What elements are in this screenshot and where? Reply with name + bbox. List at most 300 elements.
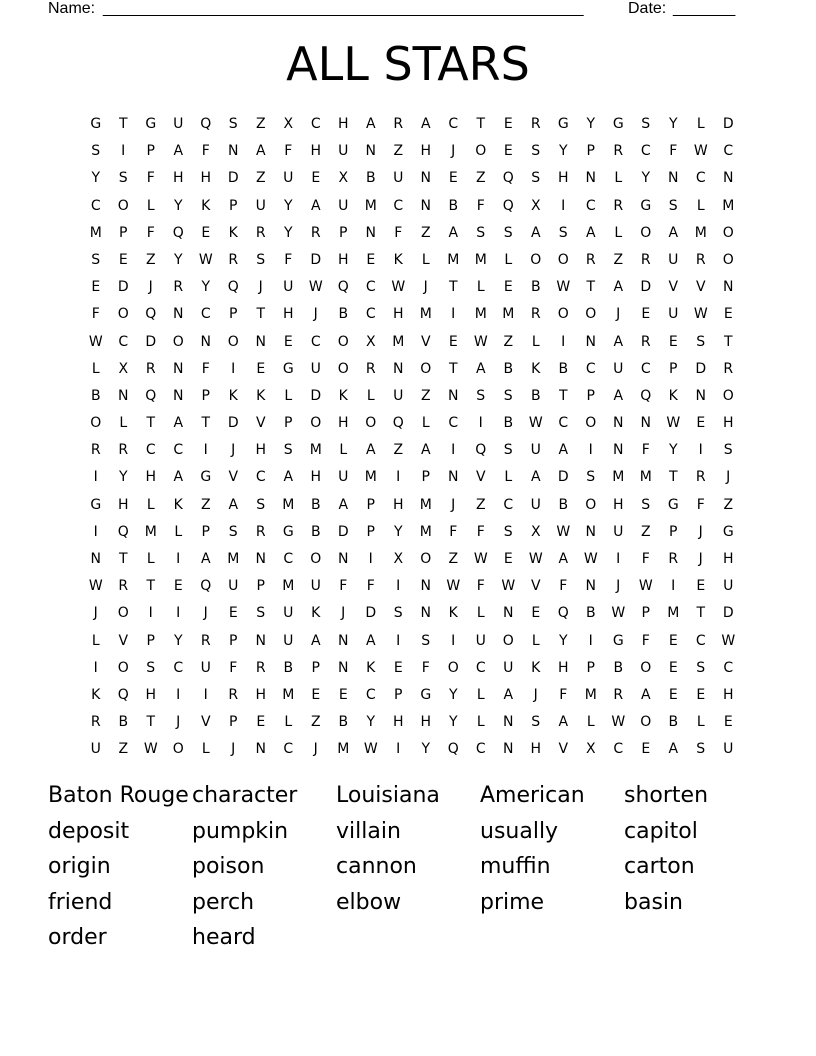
grid-letter: A xyxy=(228,496,239,513)
word-bank-item: capitol xyxy=(624,818,698,844)
grid-letter: V xyxy=(200,714,211,731)
grid-letter: F xyxy=(449,523,458,540)
grid-letter: R xyxy=(118,442,129,459)
grid-letter: N xyxy=(613,442,624,459)
grid-letter: I xyxy=(451,306,456,323)
grid-letter: M xyxy=(309,442,322,459)
grid-letter: T xyxy=(476,116,486,132)
grid-letter: O xyxy=(420,551,432,567)
grid-letter: S xyxy=(696,741,706,758)
grid-letter: X xyxy=(393,551,404,567)
grid-letter: O xyxy=(722,224,734,241)
grid-letter: Y xyxy=(283,197,293,214)
grid-letter: B xyxy=(668,714,679,731)
grid-letter: I xyxy=(176,551,181,567)
grid-letter: P xyxy=(201,387,210,404)
grid-letter: A xyxy=(558,551,569,567)
grid-letter: Y xyxy=(366,714,376,731)
grid-letter: B xyxy=(530,387,541,404)
grid-letter: M xyxy=(364,469,377,486)
grid-letter: M xyxy=(722,197,735,214)
grid-letter: F xyxy=(559,578,568,595)
grid-letter: K xyxy=(256,387,266,404)
grid-letter: T xyxy=(256,306,266,323)
grid-letter: R xyxy=(723,360,734,377)
grid-letter: L xyxy=(119,415,128,432)
grid-letter: B xyxy=(338,306,349,323)
grid-letter: H xyxy=(392,714,404,731)
grid-letter: L xyxy=(421,251,430,268)
grid-letter: P xyxy=(146,143,155,160)
grid-letter: W xyxy=(473,333,488,350)
grid-letter: W xyxy=(501,578,516,595)
grid-letter: K xyxy=(201,197,211,214)
grid-letter: R xyxy=(613,143,624,160)
grid-letter: W xyxy=(446,578,461,595)
grid-row xyxy=(82,437,742,464)
grid-letter: Y xyxy=(283,224,293,241)
word-bank-item: basin xyxy=(624,889,683,915)
grid-letter: S xyxy=(476,387,486,404)
grid-letter: N xyxy=(723,170,734,187)
word-bank-item: order xyxy=(48,925,107,951)
grid-letter: W xyxy=(666,415,681,432)
grid-letter: C xyxy=(640,143,651,160)
grid-letter: M xyxy=(364,197,377,214)
grid-letter: P xyxy=(229,197,238,214)
grid-row xyxy=(82,220,742,247)
grid-letter: S xyxy=(696,333,706,350)
grid-letter: C xyxy=(365,686,376,703)
grid-letter: M xyxy=(612,469,625,486)
grid-letter: T xyxy=(146,714,156,731)
grid-letter: N xyxy=(503,714,514,731)
grid-letter: Y xyxy=(586,116,596,132)
grid-letter: E xyxy=(696,415,706,432)
grid-letter: U xyxy=(173,116,184,132)
grid-letter: H xyxy=(310,469,322,486)
grid-letter: S xyxy=(256,496,266,513)
grid-letter: B xyxy=(310,523,321,540)
word-bank-item: heard xyxy=(192,925,256,951)
grid-letter: R xyxy=(90,442,101,459)
grid-letter: S xyxy=(118,170,128,187)
grid-letter: U xyxy=(475,632,486,649)
grid-letter: A xyxy=(558,714,569,731)
grid-letter: R xyxy=(228,251,239,268)
grid-letter: D xyxy=(722,605,734,622)
grid-letter: I xyxy=(588,442,593,459)
grid-letter: E xyxy=(641,306,651,323)
grid-letter: F xyxy=(201,360,210,377)
word-bank-item: poison xyxy=(192,854,265,880)
grid-letter: B xyxy=(503,415,514,432)
grid-letter: A xyxy=(200,551,211,567)
grid-letter: N xyxy=(448,387,459,404)
grid-letter: C xyxy=(475,659,486,676)
grid-letter: L xyxy=(531,632,540,649)
grid-letter: M xyxy=(419,306,432,323)
grid-letter: E xyxy=(283,333,293,350)
grid-letter: M xyxy=(227,551,240,567)
grid-letter: Q xyxy=(172,224,184,241)
word-bank-item: pumpkin xyxy=(192,818,289,844)
grid-letter: Z xyxy=(613,251,624,268)
grid-letter: S xyxy=(503,523,513,540)
grid-letter: E xyxy=(503,143,513,160)
grid-letter: Q xyxy=(392,415,404,432)
grid-letter: U xyxy=(393,170,404,187)
grid-letter: S xyxy=(283,442,293,459)
grid-letter: N xyxy=(613,415,624,432)
grid-letter: C xyxy=(310,116,321,132)
grid-letter: F xyxy=(421,659,430,676)
grid-letter: Q xyxy=(502,197,514,214)
grid-letter: H xyxy=(420,143,432,160)
grid-letter: M xyxy=(419,496,432,513)
grid-letter: Y xyxy=(668,116,678,132)
grid-letter: I xyxy=(588,632,593,649)
grid-row xyxy=(82,193,742,220)
grid-letter: C xyxy=(173,442,184,459)
grid-letter: E xyxy=(641,741,651,758)
grid-letter: K xyxy=(531,659,541,676)
grid-row xyxy=(82,709,742,736)
grid-letter: U xyxy=(310,360,321,377)
grid-letter: N xyxy=(585,578,596,595)
grid-letter: Q xyxy=(447,741,459,758)
grid-letter: S xyxy=(503,224,513,241)
grid-row xyxy=(82,274,742,301)
grid-letter: T xyxy=(586,279,596,296)
grid-letter: P xyxy=(586,143,595,160)
grid-letter: I xyxy=(203,686,208,703)
grid-letter: R xyxy=(118,578,129,595)
grid-letter: L xyxy=(146,496,155,513)
grid-letter: A xyxy=(173,469,184,486)
grid-letter: A xyxy=(503,686,514,703)
grid-letter: W xyxy=(556,523,571,540)
grid-letter: W xyxy=(611,714,626,731)
grid-letter: C xyxy=(310,333,321,350)
grid-letter: N xyxy=(420,197,431,214)
grid-letter: N xyxy=(585,170,596,187)
word-bank-item: origin xyxy=(48,854,111,880)
grid-letter: S xyxy=(531,714,541,731)
word-bank-item: villain xyxy=(336,818,401,844)
grid-letter: Y xyxy=(668,442,678,459)
grid-letter: Y xyxy=(173,251,183,268)
grid-letter: R xyxy=(640,251,651,268)
grid-letter: N xyxy=(503,605,514,622)
grid-letter: L xyxy=(91,360,100,377)
grid-letter: J xyxy=(726,469,731,486)
grid-letter: F xyxy=(476,523,485,540)
grid-letter: V xyxy=(118,632,129,649)
grid-letter: W xyxy=(391,279,406,296)
grid-letter: T xyxy=(146,578,156,595)
grid-letter: H xyxy=(722,686,734,703)
grid-letter: J xyxy=(93,605,98,622)
word-bank-item: carton xyxy=(624,854,695,880)
grid-letter: M xyxy=(419,523,432,540)
grid-letter: C xyxy=(503,496,514,513)
grid-letter: O xyxy=(227,333,239,350)
grid-letter: R xyxy=(173,279,184,296)
grid-letter: Q xyxy=(227,279,239,296)
grid-letter: U xyxy=(255,197,266,214)
grid-letter: A xyxy=(475,360,486,377)
grid-letter: K xyxy=(668,387,678,404)
grid-letter: U xyxy=(503,659,514,676)
word-bank-item: American xyxy=(480,783,585,808)
grid-letter: I xyxy=(231,360,236,377)
grid-letter: J xyxy=(616,578,621,595)
grid-letter: M xyxy=(392,333,405,350)
grid-letter: U xyxy=(283,605,294,622)
grid-letter: E xyxy=(448,333,458,350)
word-bank-item: character xyxy=(192,783,298,808)
grid-letter: Y xyxy=(448,686,458,703)
grid-letter: B xyxy=(310,496,321,513)
grid-letter: D xyxy=(337,523,349,540)
grid-letter: A xyxy=(173,415,184,432)
grid-letter: N xyxy=(228,143,239,160)
grid-letter: D xyxy=(227,415,239,432)
grid-letter: C xyxy=(283,551,294,567)
grid-letter: Z xyxy=(475,170,486,187)
grid-letter: J xyxy=(451,143,456,160)
grid-letter: U xyxy=(613,523,624,540)
grid-letter: H xyxy=(117,496,129,513)
word-bank-item: cannon xyxy=(336,854,417,880)
grid-letter: U xyxy=(338,143,349,160)
grid-letter: Y xyxy=(558,143,568,160)
grid-letter: Z xyxy=(200,496,211,513)
grid-letter: Z xyxy=(145,251,156,268)
grid-letter: R xyxy=(613,197,624,214)
grid-letter: L xyxy=(476,279,485,296)
grid-letter: N xyxy=(173,387,184,404)
grid-letter: Z xyxy=(255,116,266,132)
grid-letter: P xyxy=(229,632,238,649)
grid-letter: T xyxy=(448,279,458,296)
grid-letter: E xyxy=(723,714,733,731)
grid-row xyxy=(82,383,742,410)
grid-letter: E xyxy=(531,605,541,622)
grid-letter: O xyxy=(447,659,459,676)
grid-letter: A xyxy=(255,143,266,160)
grid-row xyxy=(82,682,742,709)
grid-letter: U xyxy=(90,741,101,758)
grid-letter: P xyxy=(366,496,375,513)
word-bank-item: prime xyxy=(480,889,545,915)
grid-letter: C xyxy=(145,442,156,459)
grid-letter: G xyxy=(612,116,624,132)
grid-letter: I xyxy=(368,551,373,567)
grid-letter: A xyxy=(613,387,624,404)
grid-letter: A xyxy=(365,632,376,649)
grid-letter: I xyxy=(121,143,126,160)
grid-row xyxy=(82,410,742,437)
grid-letter: L xyxy=(504,469,513,486)
grid-letter: H xyxy=(557,170,569,187)
grid-letter: C xyxy=(90,197,101,214)
grid-letter: M xyxy=(282,578,295,595)
grid-letter: L xyxy=(146,551,155,567)
grid-letter: E xyxy=(201,224,211,241)
grid-letter: I xyxy=(671,578,676,595)
grid-letter: G xyxy=(90,116,102,132)
grid-letter: O xyxy=(117,605,129,622)
grid-letter: S xyxy=(476,224,486,241)
grid-letter: H xyxy=(255,686,267,703)
grid-letter: S xyxy=(696,659,706,676)
grid-letter: E xyxy=(448,170,458,187)
grid-letter: P xyxy=(256,578,265,595)
word-bank-item: perch xyxy=(192,889,255,915)
grid-letter: V xyxy=(255,415,266,432)
grid-letter: B xyxy=(585,605,596,622)
grid-letter: C xyxy=(448,116,459,132)
grid-letter: N xyxy=(585,333,596,350)
name-label: Name: xyxy=(48,0,96,17)
grid-letter: O xyxy=(365,415,377,432)
grid-letter: F xyxy=(284,251,293,268)
grid-letter: R xyxy=(695,469,706,486)
grid-letter: X xyxy=(530,523,541,540)
grid-letter: H xyxy=(557,659,569,676)
grid-letter: D xyxy=(722,116,734,132)
grid-letter: L xyxy=(696,714,705,731)
grid-letter: O xyxy=(337,333,349,350)
grid-letter: I xyxy=(93,469,98,486)
grid-letter: E xyxy=(256,360,266,377)
grid-letter: N xyxy=(338,551,349,567)
grid-letter: N xyxy=(695,387,706,404)
grid-letter: A xyxy=(668,741,679,758)
grid-letter: P xyxy=(366,523,375,540)
grid-letter: J xyxy=(313,741,318,758)
grid-letter: W xyxy=(143,741,158,758)
grid-letter: H xyxy=(145,469,157,486)
grid-letter: C xyxy=(118,333,129,350)
grid-letter: R xyxy=(393,116,404,132)
grid-letter: D xyxy=(310,251,322,268)
grid-letter: O xyxy=(585,306,597,323)
grid-letter: S xyxy=(668,197,678,214)
grid-letter: L xyxy=(91,632,100,649)
grid-letter: I xyxy=(396,632,401,649)
grid-letter: L xyxy=(284,714,293,731)
grid-letter: N xyxy=(173,306,184,323)
grid-letter: L xyxy=(696,197,705,214)
grid-letter: J xyxy=(423,279,428,296)
word-bank-item: usually xyxy=(480,818,559,844)
word-bank-item: Louisiana xyxy=(336,783,440,808)
grid-letter: T xyxy=(201,415,211,432)
grid-row xyxy=(82,546,742,573)
word-bank-item: shorten xyxy=(624,783,709,808)
grid-letter: F xyxy=(476,578,485,595)
grid-letter: N xyxy=(365,224,376,241)
grid-letter: E xyxy=(503,551,513,567)
grid-letter: H xyxy=(722,551,734,567)
grid-letter: I xyxy=(396,741,401,758)
grid-letter: T xyxy=(118,551,128,567)
grid-letter: I xyxy=(148,605,153,622)
grid-letter: E xyxy=(256,714,266,731)
grid-letter: P xyxy=(311,659,320,676)
grid-letter: P xyxy=(586,659,595,676)
grid-letter: U xyxy=(283,279,294,296)
grid-letter: J xyxy=(341,605,346,622)
grid-letter: B xyxy=(365,170,376,187)
grid-row xyxy=(82,600,742,627)
grid-letter: H xyxy=(145,686,157,703)
grid-letter: E xyxy=(311,170,321,187)
grid-row xyxy=(82,464,742,491)
grid-letter: N xyxy=(503,741,514,758)
grid-letter: L xyxy=(201,741,210,758)
grid-letter: P xyxy=(586,387,595,404)
grid-row xyxy=(82,111,742,138)
grid-letter: X xyxy=(365,333,376,350)
grid-letter: X xyxy=(585,741,596,758)
grid-letter: Y xyxy=(448,714,458,731)
grid-letter: U xyxy=(338,469,349,486)
grid-letter: Y xyxy=(173,197,183,214)
grid-letter: N xyxy=(365,143,376,160)
grid-letter: R xyxy=(255,523,266,540)
grid-letter: G xyxy=(282,360,294,377)
grid-letter: K xyxy=(366,659,376,676)
grid-letter: L xyxy=(284,387,293,404)
grid-letter: C xyxy=(255,469,266,486)
grid-letter: R xyxy=(200,632,211,649)
grid-letter: O xyxy=(117,197,129,214)
grid-letter: G xyxy=(200,469,212,486)
grid-letter: R xyxy=(530,306,541,323)
grid-letter: N xyxy=(723,279,734,296)
grid-letter: T xyxy=(668,469,678,486)
grid-letter: J xyxy=(451,496,456,513)
grid-letter: S xyxy=(393,605,403,622)
page-title: ALL STARS xyxy=(286,37,530,91)
grid-letter: R xyxy=(640,333,651,350)
grid-letter: Z xyxy=(448,551,459,567)
grid-letter: F xyxy=(559,686,568,703)
grid-letter: Y xyxy=(173,632,183,649)
grid-letter: P xyxy=(421,469,430,486)
grid-letter: U xyxy=(338,197,349,214)
grid-letter: L xyxy=(696,116,705,132)
grid-row xyxy=(82,356,742,383)
grid-letter: C xyxy=(585,360,596,377)
grid-letter: L xyxy=(586,714,595,731)
grid-letter: E xyxy=(696,686,706,703)
grid-letter: Q xyxy=(145,306,157,323)
grid-letter: J xyxy=(698,551,703,567)
grid-letter: S xyxy=(531,170,541,187)
grid-letter: F xyxy=(146,224,155,241)
grid-letter: X xyxy=(338,170,349,187)
grid-letter: O xyxy=(640,659,652,676)
grid-letter: Q xyxy=(475,442,487,459)
grid-letter: I xyxy=(176,686,181,703)
grid-letter: N xyxy=(255,333,266,350)
grid-letter: Q xyxy=(502,170,514,187)
